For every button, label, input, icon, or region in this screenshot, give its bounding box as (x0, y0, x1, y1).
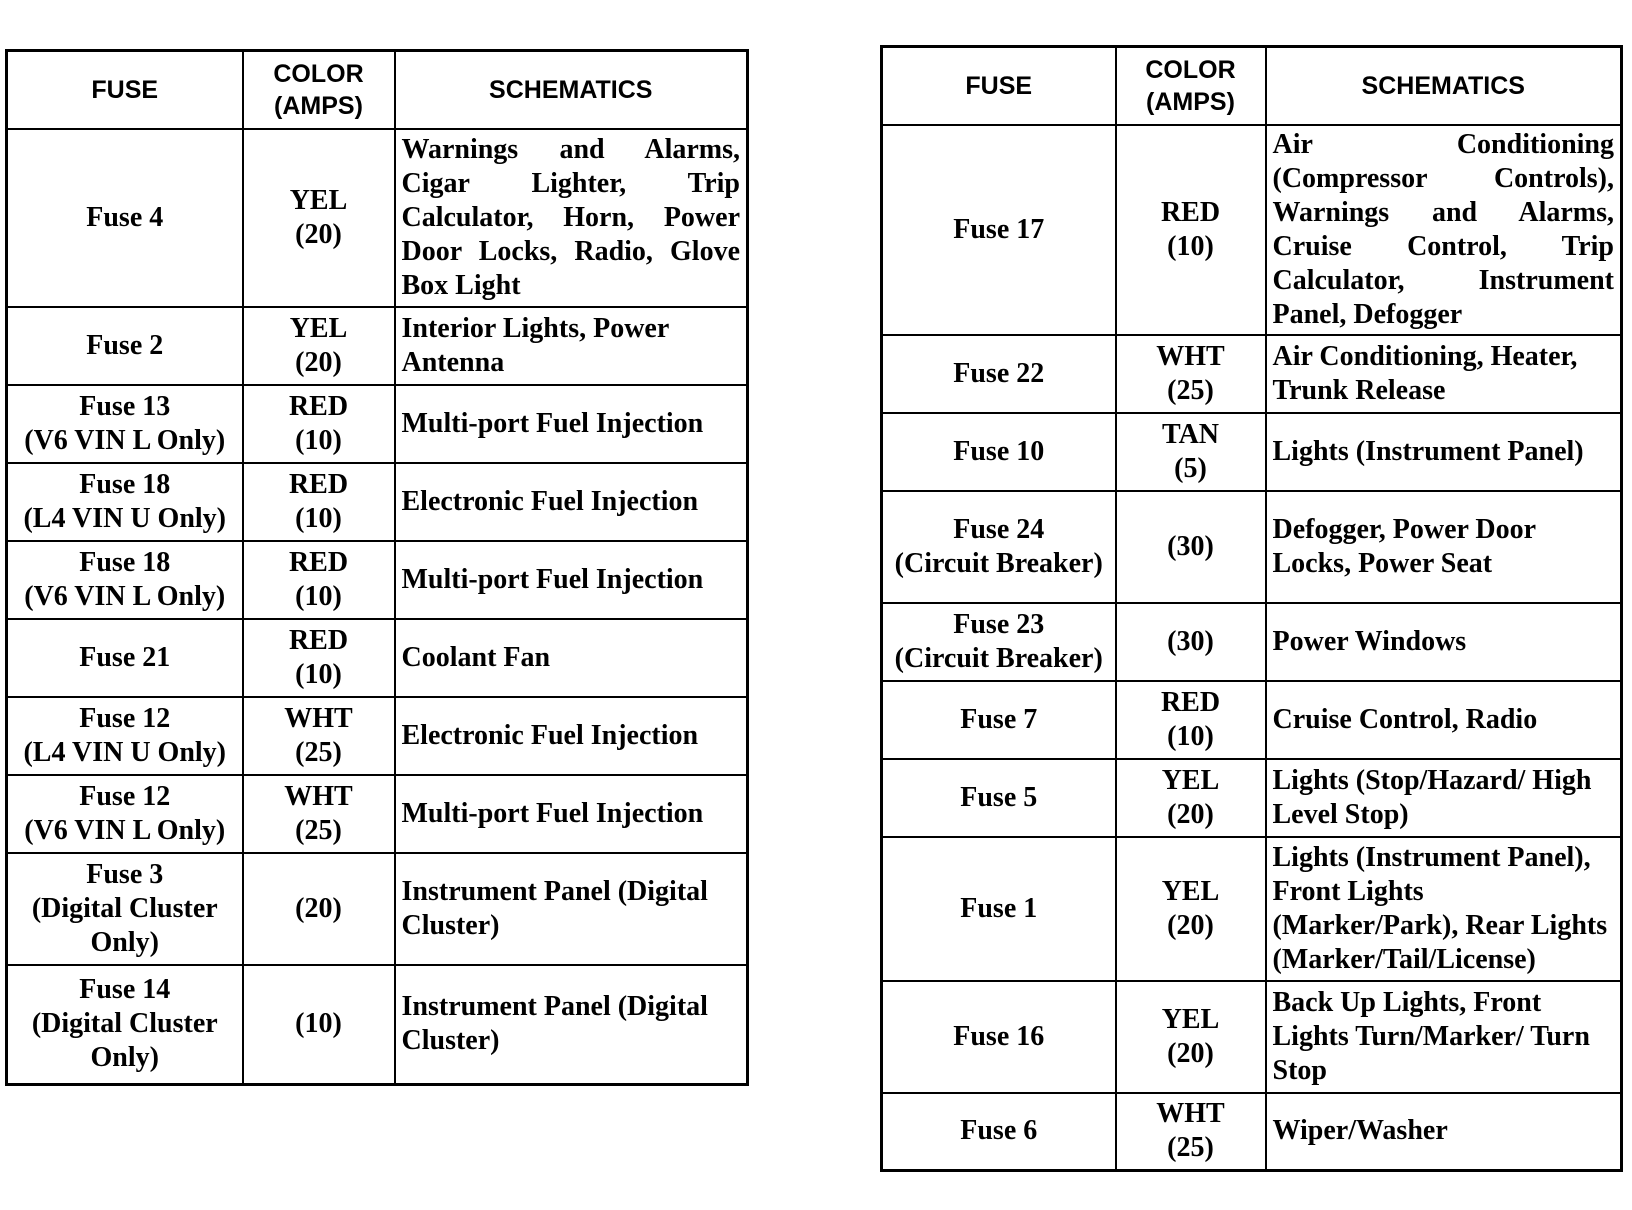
fuse-cell: Fuse 5 (882, 759, 1116, 837)
color-amps-cell: (10) (243, 965, 395, 1085)
fuse-cell: Fuse 4 (7, 129, 243, 307)
color-amps-cell: WHT (25) (243, 775, 395, 853)
fuse-cell: Fuse 13 (V6 VIN L Only) (7, 385, 243, 463)
color-amps-cell: WHT (25) (1116, 335, 1266, 413)
header-color-amps: COLOR (AMPS) (243, 51, 395, 129)
schematics-cell: Multi-port Fuel Injection (395, 775, 748, 853)
table-row (7, 965, 748, 1085)
table-row (882, 603, 1622, 681)
schematics-cell: Electronic Fuel Injection (395, 463, 748, 541)
color-amps-cell: YEL (20) (1116, 759, 1266, 837)
schematics-cell: Warnings and Alarms, Cigar Lighter, Trip Calculator, Horn, Power Door Locks, Radio, Glove Box Light (395, 129, 748, 307)
schematics-cell: Power Windows (1266, 603, 1622, 681)
table-row (882, 413, 1622, 491)
fuse-cell: Fuse 24 (Circuit Breaker) (882, 491, 1116, 603)
table-row (7, 541, 748, 619)
schematics-cell: Defogger, Power Door Locks, Power Seat (1266, 491, 1622, 603)
color-amps-cell: (30) (1116, 491, 1266, 603)
table-row (7, 619, 748, 697)
color-amps-cell: WHT (25) (1116, 1093, 1266, 1171)
color-amps-cell: YEL (20) (243, 307, 395, 385)
schematics-cell: Instrument Panel (Digital Cluster) (395, 965, 748, 1085)
schematics-cell: Lights (Stop/Hazard/ High Level Stop) (1266, 759, 1622, 837)
color-amps-cell: RED (10) (1116, 125, 1266, 335)
color-amps-cell: (30) (1116, 603, 1266, 681)
color-amps-cell: TAN (5) (1116, 413, 1266, 491)
fuse-cell: Fuse 21 (7, 619, 243, 697)
color-amps-cell: RED (10) (243, 541, 395, 619)
schematics-cell: Instrument Panel (Digital Cluster) (395, 853, 748, 965)
schematics-cell: Lights (Instrument Panel), Front Lights (Marker/Park), Rear Lights (Marker/Tail/License) (1266, 837, 1622, 981)
fuse-table-right (880, 45, 1623, 1172)
fuse-cell: Fuse 22 (882, 335, 1116, 413)
fuse-cell: Fuse 16 (882, 981, 1116, 1093)
fuse-cell: Fuse 23 (Circuit Breaker) (882, 603, 1116, 681)
color-amps-cell: (20) (243, 853, 395, 965)
schematics-cell: Interior Lights, Power Antenna (395, 307, 748, 385)
header-color-amps: COLOR (AMPS) (1116, 47, 1266, 125)
color-amps-cell: WHT (25) (243, 697, 395, 775)
table-row (882, 681, 1622, 759)
table-row (882, 981, 1622, 1093)
fuse-cell: Fuse 1 (882, 837, 1116, 981)
table-row (7, 853, 748, 965)
fuse-cell: Fuse 18 (V6 VIN L Only) (7, 541, 243, 619)
fuse-cell: Fuse 3 (Digital Cluster Only) (7, 853, 243, 965)
fuse-cell: Fuse 14 (Digital Cluster Only) (7, 965, 243, 1085)
header-fuse: FUSE (7, 51, 243, 129)
fuse-cell: Fuse 2 (7, 307, 243, 385)
schematics-cell: Air Conditioning (Compressor Controls), Warnings and Alarms, Cruise Control, Trip Calculator, Instrument Panel, Defogger (1266, 125, 1622, 335)
schematics-cell: Multi-port Fuel Injection (395, 385, 748, 463)
header-fuse: FUSE (882, 47, 1116, 125)
color-amps-cell: YEL (20) (243, 129, 395, 307)
table-row (882, 837, 1622, 981)
table-row (7, 697, 748, 775)
color-amps-cell: RED (10) (243, 463, 395, 541)
table-row (882, 491, 1622, 603)
color-amps-cell: RED (10) (243, 385, 395, 463)
schematics-cell: Wiper/Washer (1266, 1093, 1622, 1171)
schematics-cell: Multi-port Fuel Injection (395, 541, 748, 619)
header-row (882, 47, 1622, 125)
fuse-cell: Fuse 12 (V6 VIN L Only) (7, 775, 243, 853)
schematics-cell: Coolant Fan (395, 619, 748, 697)
table-row (7, 307, 748, 385)
fuse-cell: Fuse 7 (882, 681, 1116, 759)
schematics-cell: Back Up Lights, Front Lights Turn/Marker/ Turn Stop (1266, 981, 1622, 1093)
table-row (7, 463, 748, 541)
fuse-cell: Fuse 10 (882, 413, 1116, 491)
fuse-cell: Fuse 6 (882, 1093, 1116, 1171)
schematics-cell: Electronic Fuel Injection (395, 697, 748, 775)
schematics-cell: Air Conditioning, Heater, Trunk Release (1266, 335, 1622, 413)
color-amps-cell: RED (10) (1116, 681, 1266, 759)
table-row (882, 125, 1622, 335)
header-row (7, 51, 748, 129)
schematics-cell: Cruise Control, Radio (1266, 681, 1622, 759)
fuse-cell: Fuse 17 (882, 125, 1116, 335)
header-schematics: SCHEMATICS (395, 51, 748, 129)
table-row (7, 129, 748, 307)
color-amps-cell: YEL (20) (1116, 837, 1266, 981)
fuse-cell: Fuse 12 (L4 VIN U Only) (7, 697, 243, 775)
table-row (882, 335, 1622, 413)
schematics-cell: Lights (Instrument Panel) (1266, 413, 1622, 491)
color-amps-cell: YEL (20) (1116, 981, 1266, 1093)
header-schematics: SCHEMATICS (1266, 47, 1622, 125)
color-amps-cell: RED (10) (243, 619, 395, 697)
fuse-table-left (5, 49, 749, 1086)
table-row (7, 775, 748, 853)
table-row (882, 1093, 1622, 1171)
table-row (882, 759, 1622, 837)
table-row (7, 385, 748, 463)
fuse-cell: Fuse 18 (L4 VIN U Only) (7, 463, 243, 541)
